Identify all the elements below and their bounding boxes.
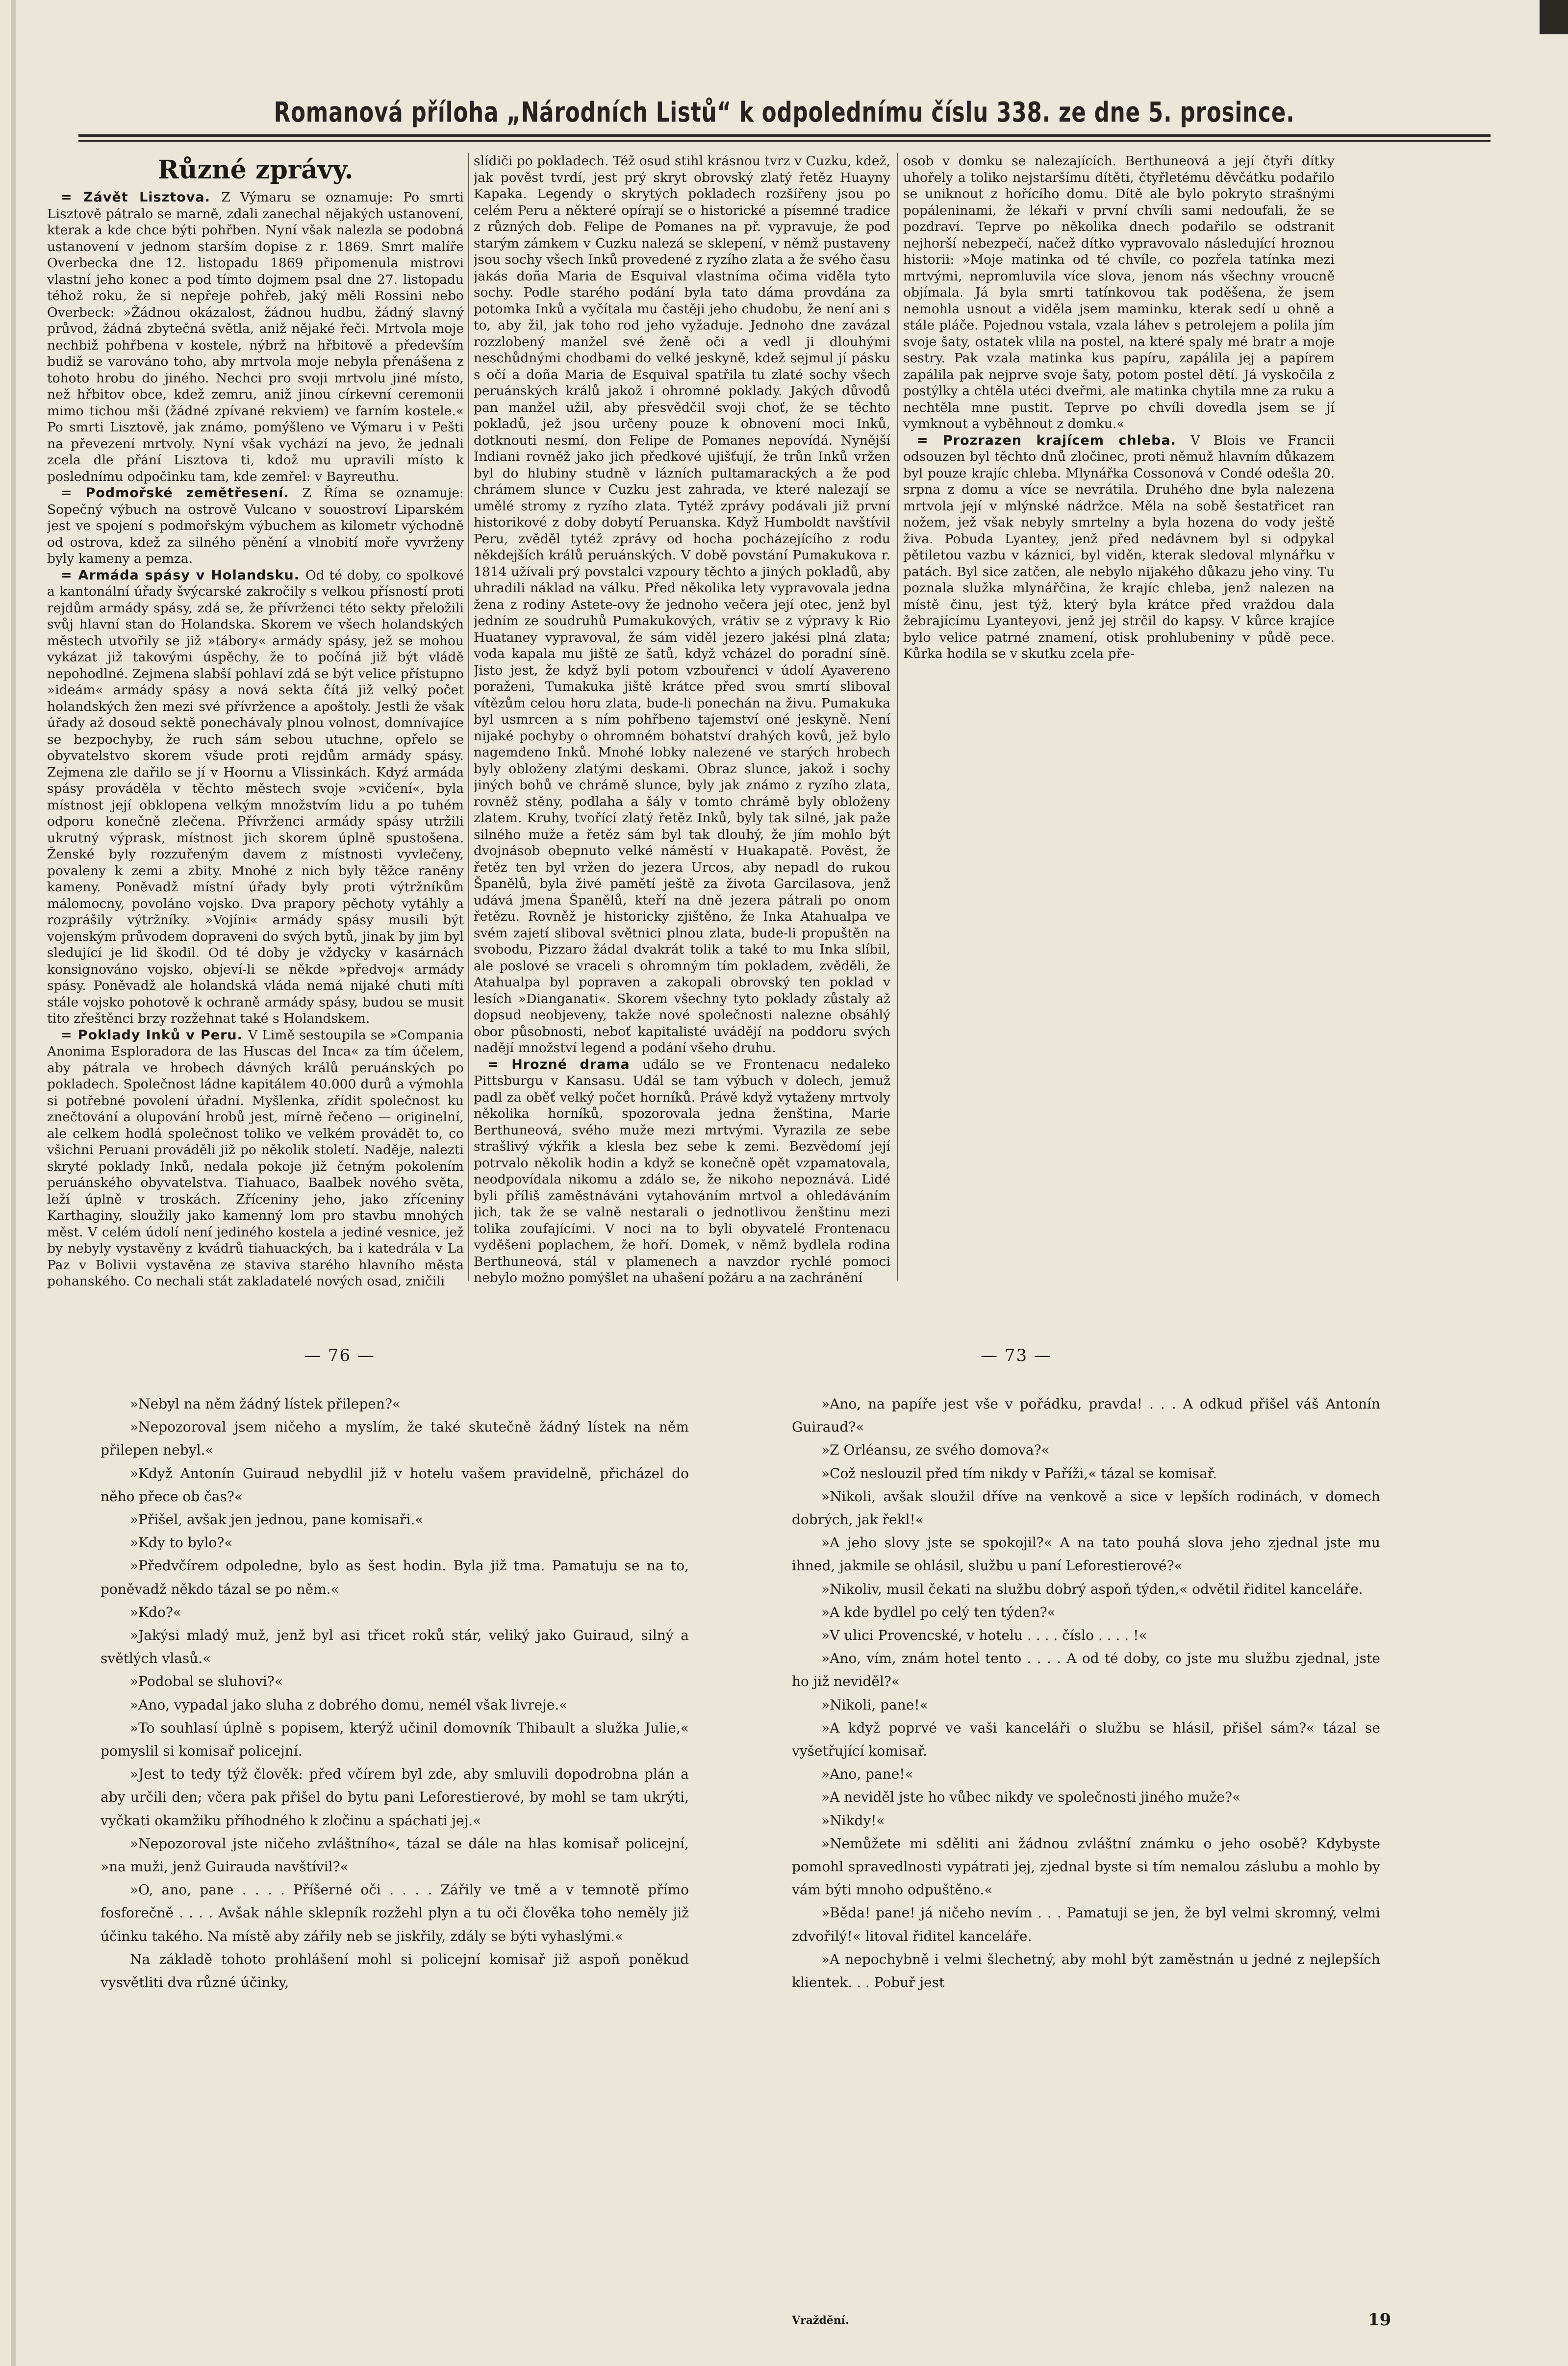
story-paragraph: »Ano, pane!« (821, 1766, 913, 1783)
news-column-1 (47, 153, 464, 1295)
news-item-lead: = Hrozné drama (487, 1057, 643, 1072)
news-flow (47, 189, 464, 1290)
news-item-text: slídiči po pokladech. Též osud stihl krásnou tvrz v Cuzku, kdež, jak pověst tvrdí, jest prý skryt obrovský zlatý řetěz Huayny Kapaka. Legendy o skrytých pokladech rozšířeny jsou po celém Peru a některé opírají se o historické a písemné tradice z různých dob. Felipe de Pomanes na př. vypravuje, že pod starým zámkem v Cuzku nalezá se sklepení, v němž pustaveny jsou sochy všech Inků provedené z ryzího zlata a že svého času jakás doña Maria de Esquival vlastníma očima viděla tyto sochy. Podle starého podání byla tato dáma provdána za potomka Inků a vyčítala mu častěji jeho chudobu, že není ani s to, aby žil, jak toho rod jeho vyžaduje. Jednoho dne zavázal rozzlobený manžel své ženě oči a vedl ji dlouhými neschůdnými chodbami do velké jeskyně, kdež sejmul jí pásku s očí a doña Maria de Esquival spatřila tu zlaté sochy všech peruánských králů jakož i ohromné poklady. Jakých důvodů pan manžel užil, aby přesvědčil svoji choť, že se těchto pokladů, jež jsou určeny pouze k obnovení moci Inků, dotknouti nesmí, don Felipe de Pomanes nepovídá. Nynější Indiani rovněž jako jich předkové ujišťují, že trůn Inků vržen byl do hlubiny studně v lázních pultamarackých a že pod chrámem slunce v Cuzku jest zahrada, ve které nalezají se umělé stromy z ryzího zlata. Tytéž zprávy podávali již první historikové z doby dobytí Peruanska. Když Humboldt navštívil Peru, zvěděl tytéž zprávy od hocha pocházejícího z rodu někdejších králů peruánských. V době povstání Pumakukova r. 1814 užívali prý povstalci vzpoury těchto a jiných pokladů, aby uhradili náklad na válku. Před několika lety vypravovala jedna žena z rodiny Astete-ovy že jednoho večera její otec, jenž byl jedním ze soudruhů Pumakukových, vrátiv se z výpravy k Rio Huataney vypravoval, že sám viděl jezero jakési plná zlata; voda kapala mu jiště ze šatů, když vcházel do poradní síně. Jisto jest, že když byli potom vzbouřenci v údolí Ayavereno poraženi, Tumakuka jiště krátce před svou smrtí sliboval vítězům celou horu zlata, bude-li ponechán na živu. Pumakuka byl usmrcen a s ním pohřbeno tajemství oné jeskyně. Není nijaké pochyby o ohromném bohatství drahých kovů, jež bylo nagemdeno Inků. Mnohé lobky nalezené ve starých hrobech byly obloženy zlatými deskami. Obraz slunce, jakož i sochy jiných bohů ve chrámě slunce, byly jak známo z ryzího zlata, rovněž stěny, podlaha a šály v tomto chrámě byly obloženy zlatem. Kruhy, tvořící zlatý řetěz Inků, byly tak silné, jak paže silného muže a řetěz sám byl tak dlouhý, že jím mohlo být dvojnásob obepnuto velké náměstí v Huakapatě. Pověst, že řetěz ten byl vržen do jezera Urcos, aby nepadl do rukou Španělů, byla živé pamětí ještě za života Garcilasova, jenž udává jmena Španělů, kteří na dně jezera pátrali po onom řetězu. Rovněž je historicky zjištěno, že Inka Atahualpa ve svém zajetí sliboval světnici plnou zlata, bude-li propuštěn na svobodu, Pizzaro žádal dvakrát tolik a také to mu Inka slíbil, ale poslové se vraceli s ohromným tím pokladem, zvěděli, že Atahualpa byl popraven a zakopali obrovský ten poklad v lesích »Dianganati«. Skorem všechny tyto poklady zůstaly až dopsud neobjeveny, takže nové společnosti nalezne obsáhlý obor působnosti, neboť kapitalisté uvádějí na poddoru svých nadějí množství legend a podání všeho druhu. (474, 153, 890, 1056)
news-item-lead: = Podmořské zemětřesení. (61, 485, 303, 501)
story-paragraph: »Přišel, avšak jen jednou, pane komisaři.« (130, 1511, 424, 1528)
story-page-left (101, 1392, 689, 2314)
story-paragraph: »A kde bydlel po celý ten týden?« (821, 1604, 1056, 1620)
news-item-lead: = Armáda spásy v Holandsku. (61, 567, 305, 583)
story-page-right (792, 1392, 1380, 2314)
story-paragraph: »Kdo?« (130, 1604, 181, 1620)
news-item-text: Z Výmaru se oznamuje: Po smrti Lisztově pátralo se marně, zdali zanechal nějakých ustanovení, kterak a kde chce býti pohřben. Nyní však nalezla se podobná ustanovení v jednom starším dopise z r. 1869. Smrt malíře Overbecka dne 12. listopadu 1869 připomenula mistrovi vlastní jeho konec a pod tímto dojmem psal dne 27. listopadu téhož roku, že si nepřeje pohřeb, jaký měli Rossini nebo Overbeck: »Žádnou okázalost, žádnou hudbu, žádný slavný průvod, žádná zbytečná světla, aniž nějaké řeči. Mrtvola moje nechbiž pohřbena v kostele, nýbrž na hřbitově a především budiž se varováno toho, aby mrtvola moje nebyla přenášena z tohoto hrobu do jiného. Nechci pro svoji mrtvolu jiné místo, než hřbitov obce, kdež zemru, aniž jinou církevní ceremonii mimo tichou mši (žádné zpívané rekviem) ve farním kostele.« Po smrti Lisztově, jak známo, pomýšleno ve Výmaru i v Pešti na převezení mrtvoly. Nyní však vychází na jevo, že jednali zcela dle přání Lisztova ti, kdož mu upravili místo k poslednímu odpočinku tam, kde zemřel: v Bayreuthu. (47, 190, 464, 484)
news-flow (903, 153, 1335, 662)
story-paragraph: »Předvčírem odpoledne, bylo as šest hodin. Byla již tma. Pamatuju se na to, poněvadž někdo tázal se po něm.« (101, 1558, 689, 1597)
story-paragraph: »Nikdy!« (821, 1812, 885, 1829)
news-item-text: Z Říma se oznamuje: Sopečný výbuch na ostrově Vulcano v souostroví Liparském jest ve spojení s podmořským výbuchem as kilometr východně od ostrova, kdež za silného pěnění a vlnobití moře vyvrženy byly kameny a pemza. (47, 485, 464, 566)
story-paragraph: »Běda! pane! já ničeho nevím . . . Pamatuji se jen, že byl velmi skromný, velmi zdvořilý!« litoval řiditel kanceláře. (792, 1905, 1380, 1944)
binding-edge (11, 0, 16, 2366)
story-paragraph: »A nepochybně i velmi šlechetný, aby mohl být zaměstnán u jedné z nejlepších klientek. . . Pobuř jest (792, 1951, 1380, 1991)
column-divider (468, 153, 469, 1281)
news-item-text: osob v domku se nalezajících. Berthuneová a její čtyři dítky uhořely a toliko nejstaršímu dítěti, čtyřletému děvčátku podařilo se uniknout z hořícího domu. Dítě ale bylo pokryto strašnými popáleninami, že lékaři v první chvíli sami nedoufali, že se pozdraví. Teprve po několika dnech podařilo se odstranit nejhorší nebezpečí, načež dítko vypravovalo následující hroznou historii: »Moje matinka od té chvíle, co pozřela tatínka mezi mrtvými, nepromluvila více slova, jenom nás všechny vroucně objímala. Já byla smrti tatínkovou tak poděšena, že jsem nemohla usnout a viděla jsem maminku, kterak sedí u ohně a stále pláče. Pojednou vstala, vzala láhev s petrolejem a polila jím svoje šaty, ostatek vlila na postel, na které spaly mé bratr a moje sestry. Pak vzala matinka kus papíru, zapálila jej a papírem zapálila pak nejprve svoje šaty, potom postel dětí. Já vyskočila z postýlky a chtěla utéci dveřmi, ale matinka chytila mne za ruku a nechtěla mne pustit. Teprve po chvíli dovedla jsem se jí vymknout a vyběhnout z domku.« (903, 153, 1335, 431)
header-title: Romanová příloha „Národních Listů“ k odpolednímu číslu 338. ze dne 5. prosince. (274, 97, 1295, 128)
news-item (47, 1027, 464, 1290)
news-item-lead: = Závět Lisztova. (61, 190, 222, 205)
story-paragraph: »V ulici Provencské, v hotelu . . . . číslo . . . . !« (821, 1627, 1147, 1644)
story-paragraph: »A když poprvé ve vaši kanceláři o službu se hlásil, přišel sám?« tázal se vyšetřující komisař. (792, 1719, 1380, 1760)
news-item (474, 1057, 890, 1286)
story-paragraph: »To souhlasí úplně s popisem, kterýž učinil domovník Thibault a služka Julie,« pomyslil si komisař policejní. (101, 1719, 689, 1760)
story-paragraph: »Ano, na papíře jest vše v pořádku, pravda! . . . A odkud přišel váš Antonín Guiraud?« (792, 1396, 1380, 1435)
news-item-lead: = Prozrazen krajícem chleba. (917, 432, 1191, 448)
header-rule (78, 134, 1491, 137)
corner-mark (1540, 0, 1568, 34)
news-column-3 (903, 153, 1335, 1295)
story-paragraph: »O, ano, pane . . . . Příšerné oči . . . . Zářily ve tmě a v temnotě přímo fosforečně . . . . Avšak náhle sklepník rozžehl plyn a tu oči člověka toho neměly již účinku takého. Na místě aby zářily neb se jiskřily, zdály se býti vyhaslými.« (101, 1882, 689, 1944)
header-rule-thin (78, 140, 1491, 142)
story-paragraph: »Ano, vypadal jako sluha z dobrého domu, nemél však livreje.« (130, 1696, 568, 1713)
story-paragraph: »Jest to tedy týž člověk: před včírem byl zde, aby smluvili dopodrobna plán a aby určili den; včera pak přišel do bytu pani Leforestierové, by mohl se tam ukrýti, vyčkati okamžiku příhodného k zločinu a spáchati jej.« (101, 1766, 689, 1829)
news-item-lead: = Poklady Inků v Peru. (61, 1027, 249, 1043)
news-flow (474, 153, 890, 1286)
news-item-text: Od té doby, co spolkové a kantonální úřady švýcarské zakročily s velkou přísností proti rejdům armády spásy, zdá se, že přívrženci této sekty přeložili svůj hlavní stan do Holandska. Skorem ve všech holandských městech utvořily se již »tábory« armády spásy, jež se mohou vykázat již takovými úspěchy, že to počíná již být vládě nepohodlné. Zejmena slabší pohlaví zdá se být velice přístupno »ideám« armády spásy a nová sekta čítá již velký počet holandských žen mezi své přívržence a apoštoly. Jestli že však úřady až dosoud sektě ponechávaly plnou volnost, domnívajíce se bezpochyby, že ruch sám sebou utuchne, opřelo se obyvatelstvo skorem všude proti rejdům armády spásy. Zejmena zle dařilo se jí v Hoornu a Vlissinkách. Kdyź armáda spásy prováděla v těchto městech svoje »cvičení«, byla místnost její obklopena velkým množstvím lidu a po tuhém odporu konečně zlečena. Přívrženci armády spásy utržili ukrutný výprask, místnost jich skorem úplně spustošena. Ženské byly rozzuřeným davem z místnosti vyvlečeny, povaleny k zemi a zbity. Mnohé z nich byly těžce raněny kameny. Poněvadž místní úřady byly proti výtržníkům málomocny, povoláno vojsko. Dva prapory pěchoty vytáhly a rozprášily výtržníky. »Vojíni« armády spásy musili být vojenským průvodem dopraveni do svých bytů, jinak by jim byl sledující je lid škodil. Od té doby je vždycky v kasárnách konsignováno vojsko, objeví-li se někde »předvoj« armády spásy. Poněvadž ale holandská vláda nemá nijaké chuti míti stále vojsko pohotově k ochraně armády spásy, budou se musit tito zřeštěnci brzy rozžehnat také s Holandskem. (47, 567, 464, 1026)
news-item (47, 567, 464, 1027)
footer-mark: Vraždění. (792, 2314, 849, 2327)
story-paragraph: »Nikoliv, musil čekati na službu dobrý aspoň týden,« odvětil řiditel kanceláře. (821, 1581, 1363, 1597)
story-paragraph: »Když Antonín Guiraud nebydlil již v hotelu vašem pravidelně, přicházel do něho přece ob čas?« (101, 1465, 689, 1505)
page-header (78, 93, 1491, 147)
story-paragraph: »Ano, vím, znám hotel tento . . . . A od té doby, co jste mu službu zjednal, jste ho již neviděl?« (792, 1650, 1380, 1690)
news-item-text: V Limě sestoupila se »Compania Anonima Esploradora de las Huscas del Inca« za tím účelem, aby pátrala ve hrobech dávných králů peruánských po pokladech. Společnost ládne kapitálem 40.000 durů a výmohla si potřebné povolení úřadní. Myšlenka, zřídit společnost ku znečtování a olupování hrobů jest, mírně řečeno — originelní, ale celkem hodlá společnost toliko ve velkém provádět to, co všichni Peruani prováděli již po několik století. Naděje, nalezti skryté poklady Inků, nedala pokoje již četným pokolením peruánského obyvatelstva. Tiahuaco, Baalbek nového světa, leží úplně v troskách. Zříceniny jeho, jako zříceniny Karthaginy, sloužily jako kamenný lom pro stavbu mnohých měst. V celém údolí není jediného kostela a jediné vesnice, jež by nebyly vystavěny z kvádrů tiahuackých, ba i katedrála v La Paz v Bolivii vystavěna ze staviva starého hlavního města pohanského. Co nechali stát zakladatelé nových osad, zničili (47, 1027, 464, 1289)
story-paragraph: »Nepozoroval jsem ničeho a myslím, že také skutečně žádný lístek na něm přilepen nebyl.« (101, 1419, 689, 1459)
page-number-right: — 73 — (981, 1346, 1052, 1365)
story-paragraph: »Nemůžete mi sděliti ani žádnou zvláštní známku o jeho osobě? Kdybyste pomohl spravedlnosti vypátrati jej, zjednal byste si tím nemalou záslubu a mohlo by vám býti mnoho odpuštěno.« (792, 1835, 1380, 1898)
story-paragraph: »Podobal se sluhovi?« (130, 1673, 283, 1690)
folio-number: 19 (1368, 2310, 1391, 2330)
page-number-left: — 76 — (304, 1346, 375, 1365)
story-paragraph: »A neviděl jste ho vůbec nikdy ve společnosti jiného muže?« (821, 1789, 1241, 1806)
news-item (47, 189, 464, 485)
news-item-text: událo se ve Frontenacu nedaleko Pittsburgu v Kansasu. Udál se tam výbuch v dolech, jemuž padl za oběť velký počet horníků. Právě když vytaženy mrtvoly několika horníků, spozorovala jedna ženština, Marie Berthuneová, svého muže mezi mrtvými. Vyrazila ze sebe strašlivý výkřik a klesla bez sebe k zemi. Bezvědomí její potrvalo několik hodin a když se konečně opět vzpamatovala, neodpovídala nikomu a zdálo se, že nikoho nepoznává. Lidé byli příliš zaměstnáváni vytahováním mrtvol a ohledáváním jich, tak že se valně nestarali o jednotlivou ženštinu mezi tolika zoufajícími. V noci na to byli obyvatelé Frontenacu vyděšeni poplachem, že hoří. Domek, v němž bydlela rodina Berthuneová, stál v plamenech a navzdor rychlé pomoci nebylo možno pomýšlet na uhašení požáru a na zachránění (474, 1057, 890, 1285)
news-column-2 (474, 153, 890, 1295)
news-item-text: V Blois ve Francii odsouzen byl těchto dnů zločinec, proti němuž hlavním důkazem byl pouze krajíc chleba. Mlynářka Cossonová v Condé odešla 20. srpna z domu a více se nevrátila. Druhého dne byla nalezena mrtvola její v mlýnské nádržce. Měla na sobě šestatřicet ran nožem, jež však nebyly smrtelny a byla hozena do vody ještě živa. Pobuda Lyantey, jenž před nedávnem byl si odpykal pětiletou vazbu v káznici, byl viděn, kterak sledoval mlynářku v patách. Byl sice zatčen, ale nebylo nijakého důkazu jeho viny. Tu poznala služka mlynářčina, že krajíc chleba, jenž nalezen na místě činu, jest týž, který byla krátce před vraždou dala žebrajícímu Lyanteyovi, jenž jej strčil do kapsy. V kůrce krajíce bylo velice patrné znamení, otisk prohlubeniny v půdě pece. Kůrka hodila se v skutku zcela pře- (903, 432, 1335, 661)
story-paragraph: »Nebyl na něm žádný lístek přilepen?« (130, 1396, 401, 1412)
story-paragraph: »Nikoli, pane!« (821, 1696, 928, 1713)
news-item-continued (474, 153, 890, 1057)
news-item (903, 432, 1335, 662)
story-paragraph: »Nikoli, avšak sloužil dříve na venkově a sice v lepších rodinách, v domech dobrých, jak řekl!« (792, 1488, 1380, 1528)
story-paragraph: »A jeho slovy jste se spokojil?« A na tato pouhá slova jeho zjednal jste mu ihned, jakmile se ohlásil, službu u paní Leforestierové?« (792, 1535, 1380, 1574)
news-item-continued (903, 153, 1335, 432)
column-divider (897, 153, 898, 1281)
story-paragraph: »Z Orléansu, ze svého domova?« (821, 1442, 1050, 1459)
story-paragraph: Na základě tohoto prohlášení mohl si policejní komisař již aspoň poněkud vysvětliti dva různé účinky, (101, 1951, 689, 1991)
news-item (47, 485, 464, 567)
section-title: Různé zprávy. (157, 155, 354, 185)
story-paragraph: »Kdy to bylo?« (130, 1535, 233, 1551)
story-paragraph: »Což neslouzil před tím nikdy v Paříži,« tázal se komisař. (821, 1465, 1217, 1482)
story-paragraph: »Nepozoroval jste ničeho zvláštního«, tázal se dále na hlas komisař policejní, »na muži, jenž Guirauda navštívil?« (101, 1835, 689, 1875)
story-paragraph: »Jakýsi mladý muž, jenž byl asi třicet roků stár, veliký jako Guiraud, silný a světlých vlasů.« (101, 1627, 689, 1667)
